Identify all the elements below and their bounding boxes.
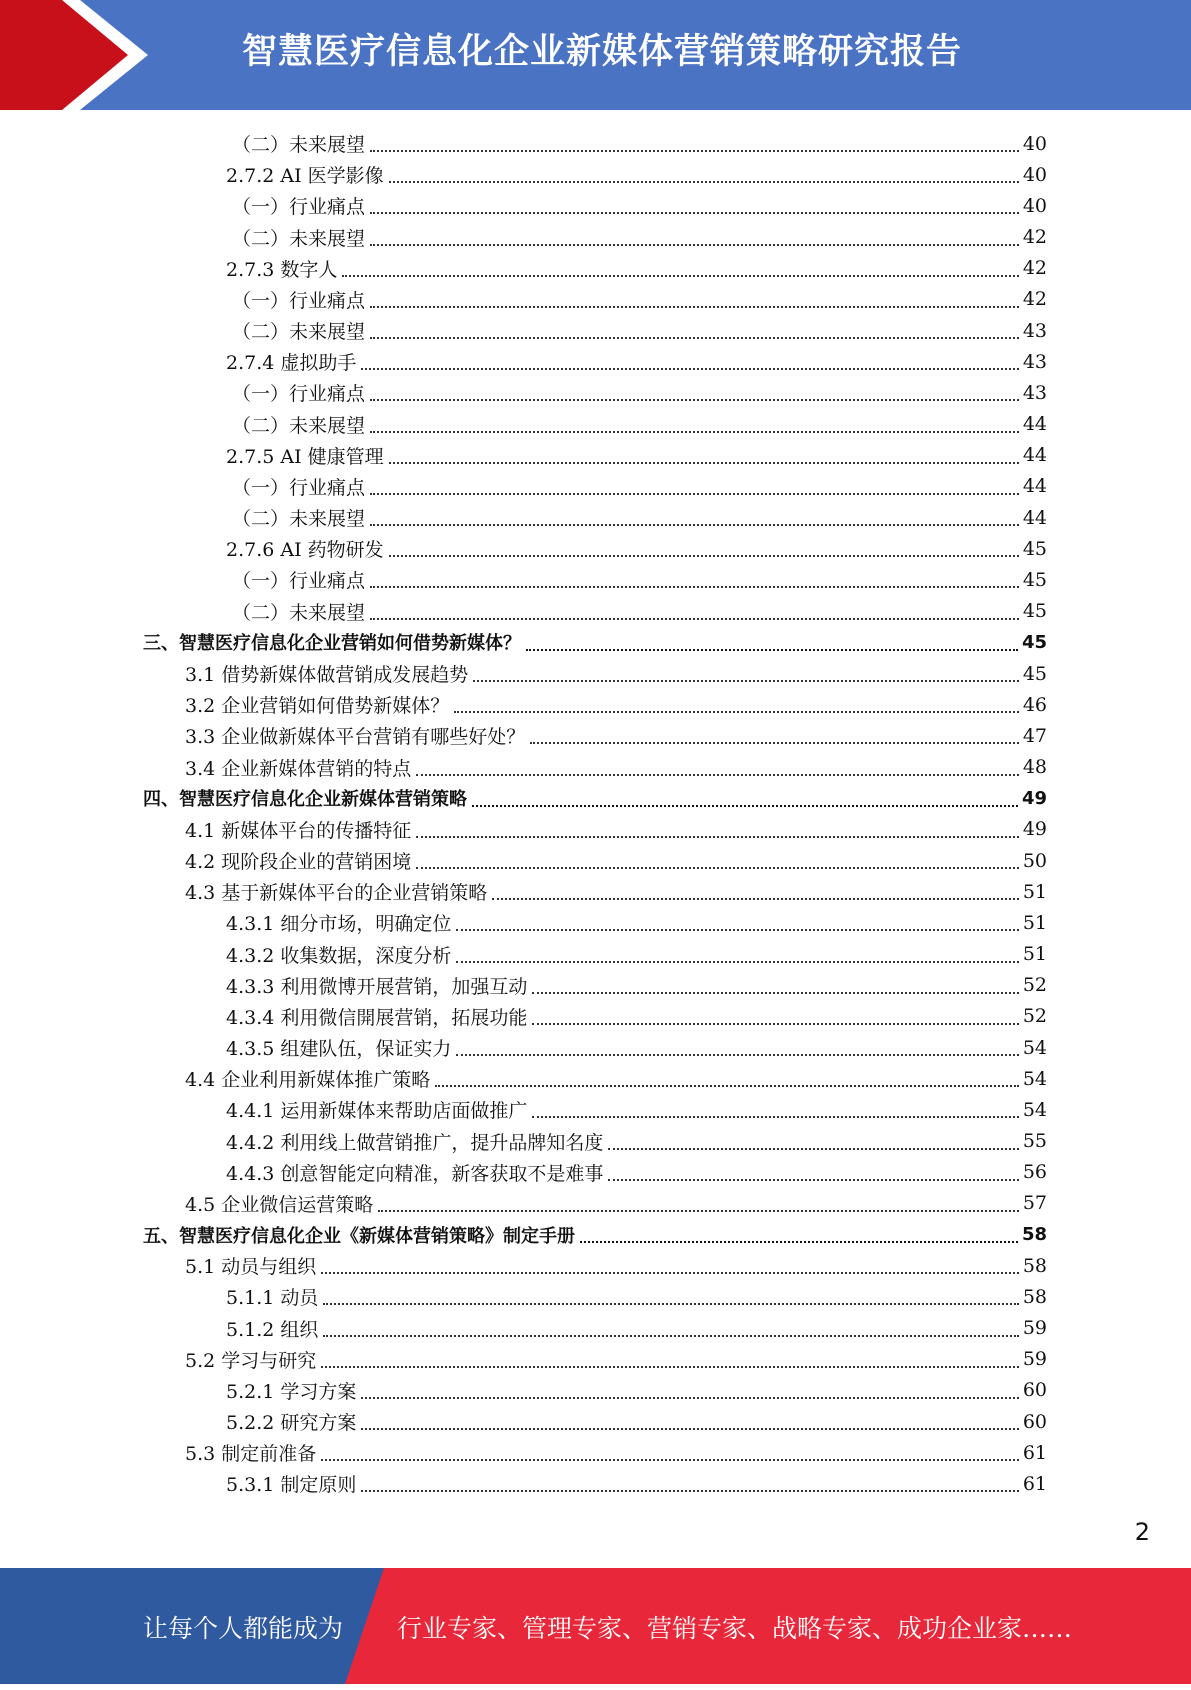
toc-leader-dots [456,960,1018,963]
toc-entry-label: 4.4.1 运用新媒体来帮助店面做推广 [226,1100,528,1123]
toc-entry[interactable] [232,128,1047,159]
toc-leader-dots [323,1334,1018,1337]
toc-entry[interactable] [185,1250,1047,1281]
toc-entry-page: 44 [1022,475,1047,498]
toc-entry-page: 45 [1022,600,1047,623]
toc-entry[interactable] [226,346,1047,377]
toc-entry[interactable] [226,440,1047,471]
toc-entry[interactable] [185,658,1047,689]
toc-entry-page: 47 [1022,724,1047,747]
toc-entry-label: 5.1 动员与组织 [185,1256,317,1279]
toc-leader-dots [342,274,1018,277]
toc-entry[interactable] [232,502,1047,533]
toc-entry-page: 49 [1021,787,1047,809]
toc-leader-dots [532,1022,1018,1025]
toc-entry-label: 3.2 企业营销如何借势新媒体？ [185,695,450,718]
toc-entry-label: 3.3 企业做新媒体平台营销有哪些好处？ [185,726,526,749]
toc-leader-dots [526,648,1018,651]
toc-entry[interactable] [185,814,1047,845]
toc-entry-page: 44 [1022,413,1047,436]
toc-entry-page: 60 [1022,1379,1047,1402]
page-number: 2 [1134,1518,1150,1546]
toc-leader-dots [370,398,1019,401]
toc-entry-page: 58 [1022,1254,1047,1277]
toc-leader-dots [321,1365,1019,1368]
toc-leader-dots [473,679,1019,682]
toc-entry-label: 4.5 企业微信运营策略 [185,1193,374,1216]
toc-entry[interactable] [185,720,1047,751]
toc-entry-label: （一）行业痛点 [232,570,366,593]
toc-entry[interactable] [226,159,1047,190]
toc-entry-label: 2.7.2 AI 医学影像 [226,165,384,188]
toc-entry-page: 49 [1022,818,1047,841]
toc-entry[interactable] [232,471,1047,502]
toc-entry-page: 55 [1022,1130,1047,1153]
footer-bar [0,1568,1191,1684]
toc-leader-dots [608,1147,1018,1150]
toc-entry[interactable] [226,253,1047,284]
toc-leader-dots [389,554,1019,557]
toc-entry-page: 42 [1022,257,1047,280]
toc-entry-page: 51 [1022,943,1047,966]
toc-entry-page: 46 [1022,693,1047,716]
toc-leader-dots [416,773,1019,776]
toc-leader-dots [370,585,1019,588]
toc-entry-label: 4.3.4 利用微信開展营销，拓展功能 [226,1006,528,1029]
toc-entry-page: 45 [1021,631,1047,653]
toc-leader-dots [416,866,1019,869]
toc-entry-page: 60 [1022,1410,1047,1433]
toc-leader-dots [370,492,1019,495]
toc-entry[interactable] [226,1032,1047,1063]
toc-entry[interactable] [226,1281,1047,1312]
toc-entry[interactable] [226,1094,1047,1125]
toc-leader-dots [456,928,1018,931]
toc-entry-label: （二）未来展望 [232,508,366,531]
toc-entry-page: 43 [1022,350,1047,373]
toc-entry-label: 四、智慧医疗信息化企业新媒体营销策略 [143,789,467,811]
toc-leader-dots [435,1084,1019,1087]
toc-entry-page: 43 [1022,319,1047,342]
toc-entry-page: 51 [1022,880,1047,903]
toc-entry[interactable] [226,907,1047,938]
toc-leader-dots [370,430,1019,433]
toc-entry-label: （一）行业痛点 [232,289,366,312]
toc-entry[interactable] [185,1063,1047,1094]
header-bar [0,0,1191,110]
toc-entry[interactable] [226,1406,1047,1437]
toc-entry-label: 五、智慧医疗信息化企业《新媒体营销策略》制定手册 [143,1225,575,1247]
toc-entry-page: 54 [1022,1067,1047,1090]
toc-entry-label: （一）行业痛点 [232,196,366,219]
toc-entry-label: 3.1 借势新媒体做营销成发展趋势 [185,664,469,686]
toc-leader-dots [370,523,1019,526]
toc-entry-page: 59 [1022,1317,1047,1340]
toc-entry[interactable] [226,970,1047,1001]
toc-entry[interactable] [226,1313,1047,1344]
toc-entry-label: （二）未来展望 [232,601,366,624]
toc-leader-dots [532,1115,1018,1118]
toc-entry-label: 5.2.2 研究方案 [226,1412,357,1435]
toc-entry[interactable] [232,596,1047,627]
toc-entry-label: 5.2.1 学习方案 [226,1380,357,1403]
toc-leader-dots [323,1302,1018,1305]
toc-entry-label: （一）行业痛点 [232,476,366,499]
toc-entry[interactable] [226,533,1047,564]
toc-entry-page: 42 [1022,226,1047,249]
toc-leader-dots [361,1427,1018,1430]
toc-leader-dots [370,305,1019,308]
toc-leader-dots [530,741,1019,744]
toc-entry-page: 57 [1022,1192,1047,1215]
toc-leader-dots [389,180,1019,183]
toc-entry-label: 4.1 新媒体平台的传播特征 [185,819,412,842]
toc-entry-label: 4.3.5 组建队伍，保证实力 [226,1038,452,1061]
toc-chapter-entry[interactable] [143,783,1047,814]
toc-entry-page: 40 [1022,194,1047,217]
toc-entry[interactable] [232,377,1047,408]
toc-chapter-entry[interactable] [143,1219,1047,1250]
toc-entry-label: 5.2 学习与研究 [185,1349,317,1372]
toc-leader-dots [454,710,1019,713]
toc-entry[interactable] [232,315,1047,346]
toc-leader-dots [370,149,1019,152]
toc-leader-dots [416,835,1019,838]
toc-entry[interactable] [226,938,1047,969]
toc-entry-label: 4.3 基于新媒体平台的企业营销策略 [185,882,488,905]
toc-leader-dots [370,336,1019,339]
toc-entry-page: 54 [1022,1036,1047,1059]
toc-entry-label: 4.4.3 创意智能定向精准，新客获取不是难事 [226,1162,604,1185]
toc-leader-dots [389,461,1019,464]
toc-entry[interactable] [226,1126,1047,1157]
toc-entry-page: 58 [1022,1285,1047,1308]
toc-leader-dots [361,1489,1018,1492]
toc-entry-page: 45 [1022,662,1047,685]
toc-entry-label: 4.4.2 利用线上做营销推广，提升品牌知名度 [226,1131,604,1154]
toc-entry-label: 三、智慧医疗信息化企业营销如何借势新媒体？ [143,633,521,655]
toc-leader-dots [321,1458,1019,1461]
toc-entry[interactable] [185,1437,1047,1468]
toc-leader-dots [532,991,1018,994]
toc-entry[interactable] [185,845,1047,876]
toc-entry-label: 2.7.3 数字人 [226,258,338,281]
toc-entry-label: 4.2 现阶段企业的营销困境 [185,851,412,874]
toc-entry-page: 59 [1022,1348,1047,1371]
toc-entry-page: 58 [1021,1224,1047,1246]
toc-entry-label: 5.1.2 组织 [226,1318,319,1341]
toc-chapter-entry[interactable] [143,627,1047,658]
toc-entry-page: 51 [1022,911,1047,934]
toc-entry-page: 40 [1022,163,1047,186]
toc-entry-page: 40 [1022,132,1047,155]
toc-entry-page: 48 [1022,756,1047,779]
toc-entry[interactable] [185,876,1047,907]
toc-entry-page: 44 [1022,506,1047,529]
toc-entry[interactable] [232,284,1047,315]
toc-entry-label: 5.3 制定前准备 [185,1443,317,1466]
toc-entry-page: 52 [1022,1005,1047,1028]
toc-entry-label: 2.7.6 AI 药物研发 [226,539,384,562]
toc-entry[interactable] [232,409,1047,440]
toc-leader-dots [321,1271,1019,1274]
toc-entry[interactable] [226,1375,1047,1406]
toc-entry[interactable] [232,564,1047,595]
toc-leader-dots [370,243,1019,246]
table-of-contents [0,128,1191,1500]
toc-entry[interactable] [232,222,1047,253]
toc-entry-page: 61 [1022,1472,1047,1495]
toc-entry[interactable] [185,1344,1047,1375]
toc-entry-page: 44 [1022,444,1047,467]
toc-leader-dots [472,804,1018,807]
toc-entry[interactable] [185,751,1047,782]
document-title: 智慧医疗信息化企业新媒体营销策略研究报告 [242,32,963,72]
toc-entry-label: （二）未来展望 [232,134,366,157]
toc-entry[interactable] [226,1468,1047,1499]
toc-entry-page: 45 [1022,537,1047,560]
toc-entry-page: 50 [1022,849,1047,872]
toc-leader-dots [456,1053,1018,1056]
toc-entry-label: （二）未来展望 [232,227,366,250]
toc-entry-label: 3.4 企业新媒体营销的特点 [185,757,412,780]
footer-slogan-left: 让每个人都能成为 [143,1614,344,1643]
toc-entry[interactable] [226,1001,1047,1032]
toc-entry-page: 61 [1022,1441,1047,1464]
toc-leader-dots [370,211,1019,214]
toc-entry-label: 4.3.1 细分市场，明确定位 [226,913,452,936]
toc-entry-page: 54 [1022,1098,1047,1121]
toc-entry-page: 42 [1022,288,1047,311]
toc-entry[interactable] [232,190,1047,221]
toc-entry[interactable] [185,689,1047,720]
toc-entry-page: 56 [1022,1161,1047,1184]
toc-entry[interactable] [185,1188,1047,1219]
toc-entry-label: 5.3.1 制定原则 [226,1474,357,1497]
toc-leader-dots [361,1396,1018,1399]
toc-entry-label: 4.3.3 利用微博开展营销，加强互动 [226,975,528,998]
toc-entry-label: 4.3.2 收集数据，深度分析 [226,944,452,967]
toc-entry-page: 43 [1022,381,1047,404]
toc-entry-page: 45 [1022,568,1047,591]
toc-leader-dots [492,897,1019,900]
toc-entry-label: （二）未来展望 [232,414,366,437]
footer-slogan-right: 行业专家、管理专家、营销专家、战略专家、成功企业家…… [397,1614,1073,1643]
toc-entry-page: 52 [1022,974,1047,997]
toc-leader-dots [370,617,1019,620]
toc-leader-dots [361,367,1018,370]
toc-entry-label: 4.4 企业利用新媒体推广策略 [185,1069,431,1092]
toc-entry[interactable] [226,1157,1047,1188]
toc-entry-label: （一）行业痛点 [232,383,366,406]
toc-leader-dots [608,1178,1018,1181]
header-arrow-decoration [0,0,160,110]
toc-entry-label: 2.7.4 虚拟助手 [226,352,357,375]
toc-entry-label: 5.1.1 动员 [226,1287,319,1310]
toc-leader-dots [580,1240,1018,1243]
toc-entry-label: （二）未来展望 [232,321,366,344]
toc-leader-dots [378,1209,1019,1212]
toc-entry-label: 2.7.5 AI 健康管理 [226,445,384,468]
